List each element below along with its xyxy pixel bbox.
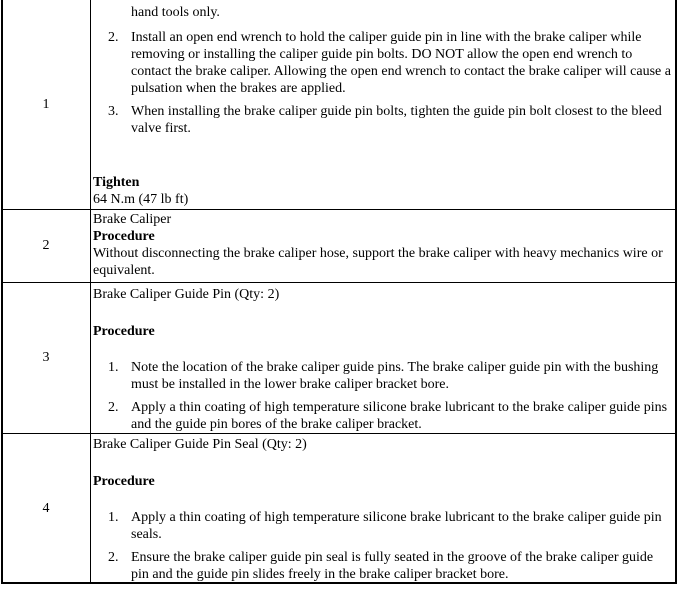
list-item-text: Apply a thin coating of high temperature silicone brake lubricant to the brake caliper guide pin seals. [131,509,662,542]
procedure-table [1,0,677,584]
table-row [2,433,677,583]
list-item-text: Note the location of the brake caliper guide pins. The brake caliper guide pin with the bushing must be installed in the lower brake caliper bracket bore. [131,359,659,392]
list-item-text: Install an open end wrench to hold the caliper guide pin in line with the brake caliper while removing or installing the caliper guide pin bolts. DO NOT allow the open end wrench to contact the brake caliper. Allowing the open end wrench to contact the brake caliper will cause a pulsation when the brakes are applied. [131,30,671,96]
component-title: Brake Caliper Guide Pin (Qty: 2) [93,286,280,302]
component-title: Brake Caliper [93,211,172,227]
list-item-text: Ensure the brake caliper guide pin seal is fully seated in the groove of the brake caliper guide pin and the guide pin slides freely in the brake caliper bracket bore. [131,549,654,582]
table-row [2,282,677,433]
procedure-label: Procedure [93,473,155,489]
step-list [93,359,674,433]
step-content [91,433,677,583]
table-border-bottom [1,582,677,584]
tighten-value: 64 N.m (47 lb ft) [93,192,189,207]
list-item-text: Apply a thin coating of high temperature silicone brake lubricant to the brake caliper guide pins and the guide pin bores of the brake caliper bracket. [131,399,668,432]
list-item-number: 2. [108,30,119,45]
list-item [93,509,674,543]
list-item-number: 2. [108,549,119,565]
step-number: 1 [2,0,91,209]
list-item [93,549,674,583]
list-item [93,359,674,393]
table-row [2,0,677,209]
procedure-label: Procedure [93,323,155,339]
tighten-label: Tighten [93,175,140,190]
table-row [2,209,677,282]
list-item-number: 1. [108,509,119,525]
list-item-number: 3. [108,104,119,119]
step-content [91,0,677,209]
list-item-number: 1. [108,359,119,375]
list-item [93,4,674,21]
step-content [91,209,677,282]
list-item-number: 2. [108,399,119,415]
procedure-text: Without disconnecting the brake caliper hose, support the brake caliper with heavy mechanics wire or equivalent. [93,245,663,278]
list-item [93,399,674,433]
list-item [93,103,674,137]
step-content [91,282,677,433]
component-title: Brake Caliper Guide Pin Seal (Qty: 2) [93,436,307,452]
step-number: 4 [2,433,91,583]
procedure-label: Procedure [93,228,155,244]
list-item [93,29,674,97]
step-number: 3 [2,282,91,433]
step-list [93,509,674,583]
step-number: 2 [2,209,91,282]
list-item-text: When installing the brake caliper guide pin bolts, tighten the guide pin bolt closest to the bleed valve first. [131,104,662,136]
table-border-left [1,0,3,584]
list-item-text: hand tools only. [131,5,220,20]
step-list [93,4,674,137]
table-border-right [675,0,677,584]
